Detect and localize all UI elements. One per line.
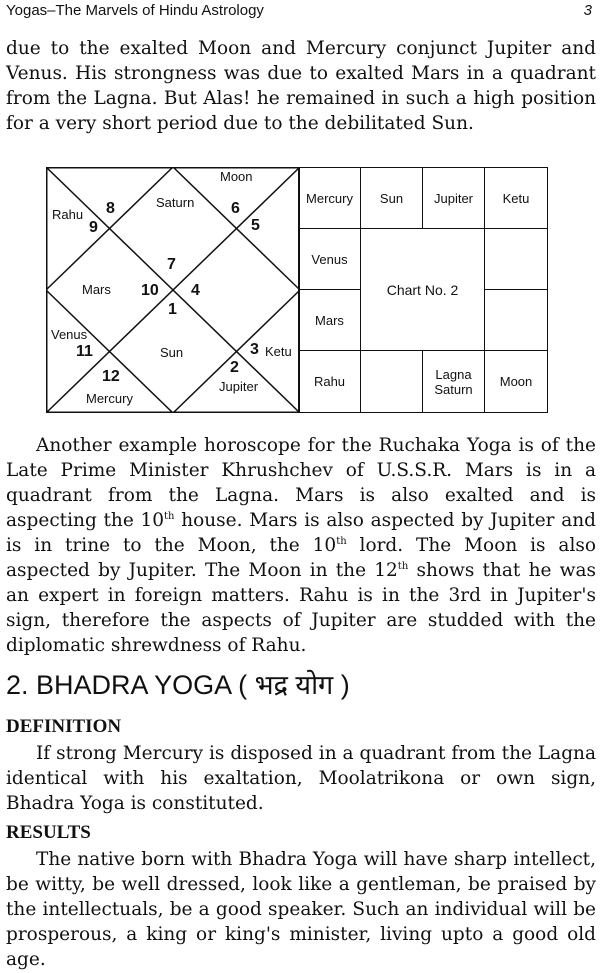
planet-ketu: Ketu [265,344,292,359]
planet-mars: Mars [82,282,111,297]
cell-r4c2 [361,351,423,412]
cell-r4c3-saturn: Saturn [434,381,473,397]
cell-r2c1: Venus [299,229,361,290]
chart-center-label: Chart No. 2 [386,281,459,298]
page-header [6,2,592,26]
results-label: RESULTS [6,822,91,843]
house-num-2: 2 [230,359,239,376]
cell-r3c4 [485,290,547,351]
definition-text: If strong Mercury is disposed in a quadrant from the Lagna identical with his exaltation, Moolatrikona or own sign, Bhadra Yoga is constituted. [6,743,596,814]
cell-r4c4: Moon [499,374,533,389]
page-number: 3 [583,2,592,19]
house-num-4: 4 [191,282,200,299]
house-num-7: 7 [167,256,176,273]
cell-r1c4: Ketu [485,168,547,229]
house-num-3: 3 [250,341,259,358]
planet-sun: Sun [160,345,184,360]
house-num-12: 12 [102,368,120,385]
cell-r4c3-lagna: Lagna [435,366,472,382]
cell-r1c1: Mercury [299,168,361,229]
running-title: Yogas–The Marvels of Hindu Astrology [6,2,264,19]
cell-r1c3: Jupiter [423,168,485,229]
planet-jupiter: Jupiter [219,379,259,394]
house-num-8: 8 [106,200,115,217]
planet-rahu: Rahu [52,207,84,222]
p2-sup-c: th [397,560,409,572]
planet-moon: Moon [220,169,253,184]
section-heading: 2. BHADRA YOGA ( भद्र योग ) [6,670,350,700]
cell-r1c2: Sun [361,168,423,229]
p2-sup-a: th [164,510,175,522]
house-num-11: 11 [76,343,93,360]
paragraph-khrushchev [6,433,596,658]
paragraph-intro: due to the exalted Moon and Mercury conjunct Jupiter and Venus. His strongness was due to exalted Mars in a quadrant from the Lagna. But Alas! he remained in such a high position for a very short period due to the debilitated Sun. [6,38,596,134]
house-num-6: 6 [231,200,240,217]
house-num-10: 10 [141,282,159,299]
cell-r4c3 [423,351,485,412]
p2-part-b: house. Mars is also aspected by Jupiter and is in trine to the Moon, the 10 [6,510,596,556]
p2-part-d: shows that he was an expert in foreign matters. Rahu is in the 3rd in Jupiter's sign, therefore the aspects of Jupiter are studded with the diplomatic shrewdness of Rahu. [6,560,596,656]
planet-venus: Venus [51,327,88,342]
cell-r2c4 [485,229,547,290]
chart-center [361,229,485,351]
house-num-9: 9 [89,219,98,236]
house-num-1: 1 [168,301,177,318]
cell-r4c1: Rahu [299,351,361,412]
north-indian-chart [46,167,300,413]
south-indian-chart [298,167,548,413]
house-num-5: 5 [251,217,260,234]
cell-r3c1: Mars [299,290,361,351]
planet-mercury: Mercury [86,391,133,406]
p2-part-a: Another example horoscope for the Ruchaka Yoga is of the Late Prime Minister Khrushchev of U.S.S.R. Mars is in a quadrant from the Lagna. Mars is also exalted and is aspecting the 10 [6,435,596,531]
definition-label: DEFINITION [6,716,122,737]
results-text: The native born with Bhadra Yoga will have sharp intellect, be witty, be well dressed, look like a gentleman, be praised by the intellectuals, be a good speaker. Such an individual will be prosperous, a king or king's minister, living upto a good old age. [6,849,596,970]
planet-saturn: Saturn [156,195,195,210]
p2-sup-b: th [336,535,347,547]
p2-part-c: lord. The Moon is also aspected by Jupiter. The Moon in the 12 [6,535,596,581]
